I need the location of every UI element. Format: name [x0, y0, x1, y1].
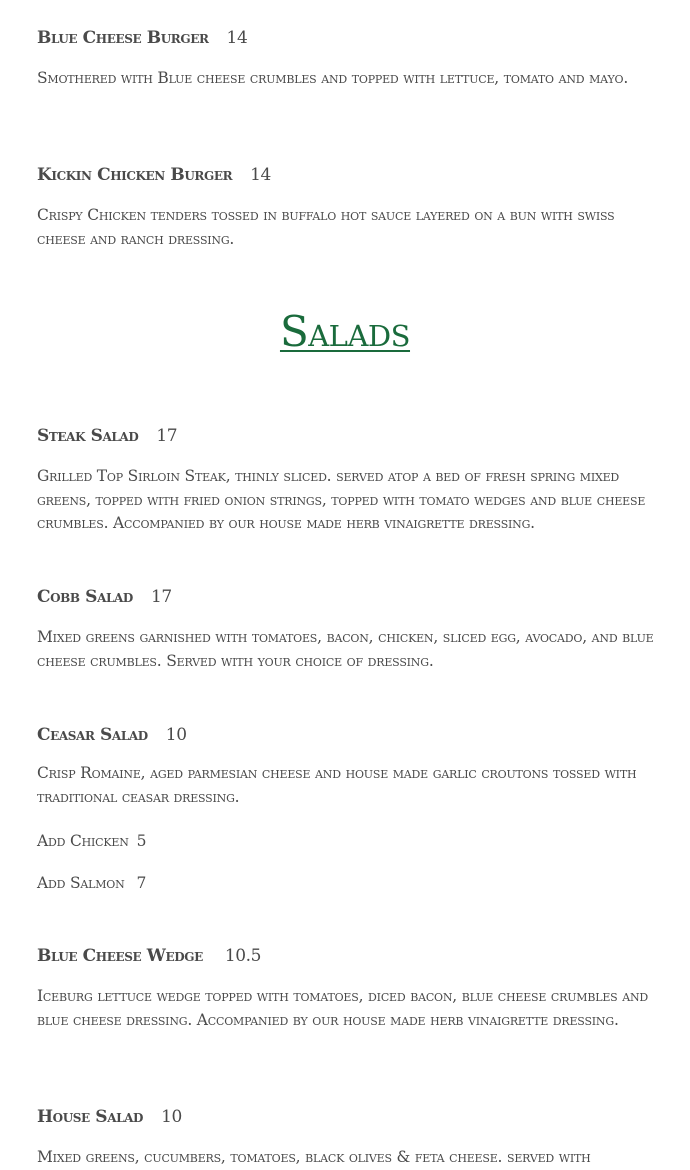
menu-item-title: [37, 587, 657, 607]
menu-item-name: Kickin Chicken Burger: [37, 165, 233, 185]
menu-item-description: Crisp Romaine, aged parmesian cheese and house made garlic croutons tossed with traditional ceasar dressing.: [37, 764, 637, 806]
addon-add-salmon: [37, 874, 146, 892]
menu-item-name: House Salad: [37, 1107, 144, 1127]
menu-item-name: Blue Cheese Burger: [37, 28, 209, 48]
menu-item-title: [37, 28, 657, 48]
menu-item-description: Smothered with Blue cheese crumbles and topped with lettuce, tomato and mayo.: [37, 69, 629, 87]
menu-item-name: Ceasar Salad: [37, 725, 148, 745]
menu-item-ceasar-salad: [37, 725, 657, 809]
menu-item-price: 10.5: [224, 946, 262, 966]
menu-item-description: Grilled Top Sirloin Steak, thinly sliced. served atop a bed of fresh spring mixed greens, topped with fried onion strings, topped with tomato wedges and blue cheese crumbles. Accompanied by our house made herb vinaigrette dressing.: [37, 467, 646, 532]
addon-label: Add Chicken: [37, 832, 129, 850]
menu-item-price: 14: [250, 165, 271, 185]
menu-item-price: 14: [226, 28, 248, 48]
menu-item-title: [37, 1107, 657, 1127]
addon-price: 7: [136, 874, 147, 892]
menu-item-price: 10: [161, 1107, 182, 1127]
menu-item-description: Iceburg lettuce wedge topped with tomatoes, diced bacon, blue cheese crumbles and blue cheese dressing. Accompanied by our house made herb vinaigrette dressing.: [37, 987, 649, 1029]
menu-item-name: Cobb Salad: [37, 587, 133, 607]
menu-item-steak-salad: [37, 426, 657, 536]
menu-item-blue-cheese-wedge: [37, 946, 657, 1032]
menu-item-name: Steak Salad: [37, 426, 139, 446]
menu-item-kickin-chicken-burger: [37, 165, 657, 251]
addon-add-chicken: [37, 832, 146, 850]
menu-item-blue-cheese-burger: [37, 28, 657, 91]
menu-item-description: Mixed greens, cucumbers, tomatoes, black olives & feta cheese. served with: [37, 1148, 591, 1166]
section-title: Salads: [279, 307, 411, 356]
menu-item-description: Mixed greens garnished with tomatoes, bacon, chicken, sliced egg, avocado, and blue cheese crumbles. Served with your choice of dressing.: [37, 628, 654, 670]
menu-item-title: [37, 426, 657, 446]
menu-item-title: [37, 946, 657, 966]
menu-item-title: [37, 725, 657, 745]
menu-item-name: Blue Cheese Wedge: [37, 946, 203, 966]
menu-item-cobb-salad: [37, 587, 657, 673]
menu-item-house-salad: [37, 1107, 657, 1170]
addon-label: Add Salmon: [37, 874, 125, 892]
menu-item-title: [37, 165, 657, 185]
menu-item-price: 10: [165, 725, 187, 745]
menu-item-price: 17: [156, 426, 178, 446]
section-heading-salads: [37, 306, 653, 358]
menu-item-price: 17: [150, 587, 172, 607]
menu-item-description: Crispy Chicken tenders tossed in buffalo hot sauce layered on a bun with swiss cheese and ranch dressing.: [37, 206, 615, 248]
addon-price: 5: [136, 832, 147, 850]
